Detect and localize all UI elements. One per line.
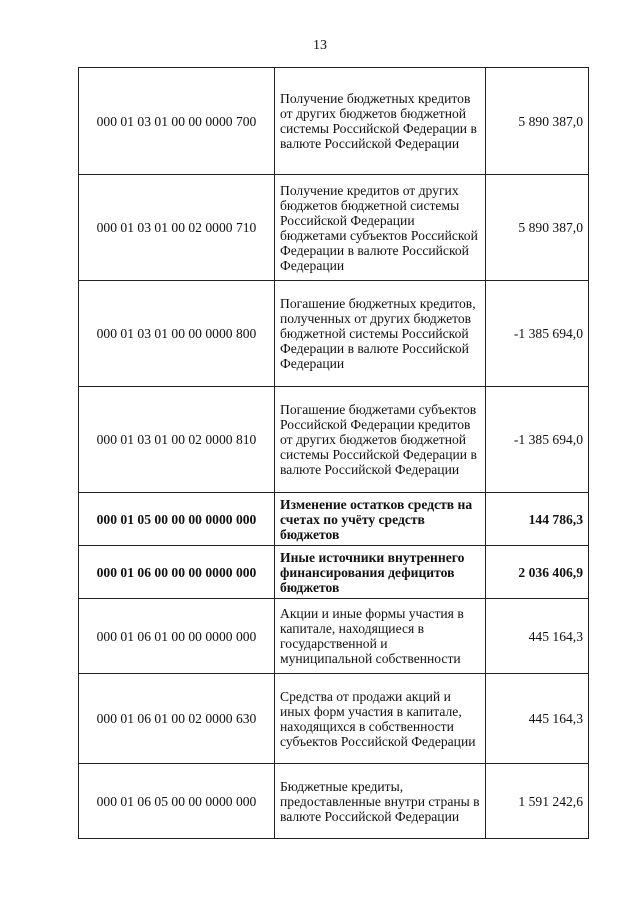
amount: 5 890 387,0 [486, 175, 589, 281]
amount: 445 164,3 [486, 599, 589, 674]
source-name: Погашение бюджетами субъектов Российской Федерации кредитов от других бюджетов бюджетной системы Российской Федерации в валюте Российской Федерации [275, 387, 486, 493]
amount: 2 036 406,9 [486, 546, 589, 599]
source-name: Акции и иные формы участия в капитале, находящиеся в государственной и муниципальной собственности [275, 599, 486, 674]
classification-code: 000 01 03 01 00 00 0000 700 [79, 68, 275, 175]
amount: 144 786,3 [486, 493, 589, 546]
amount: -1 385 694,0 [486, 387, 589, 493]
table-row [79, 387, 589, 493]
page-number: 13 [313, 38, 327, 53]
classification-code: 000 01 06 01 00 02 0000 630 [79, 674, 275, 764]
source-name: Иные источники внутреннего финансирования дефицитов бюджетов [275, 546, 486, 599]
table-row [79, 599, 589, 674]
budget-sources-table [78, 67, 589, 839]
source-name: Средства от продажи акций и иных форм участия в капитале, находящихся в собственности субъектов Российской Федерации [275, 674, 486, 764]
table-row [79, 764, 589, 839]
source-name: Получение бюджетных кредитов от других бюджетов бюджетной системы Российской Федерации в валюте Российской Федерации [275, 68, 486, 175]
amount: 5 890 387,0 [486, 68, 589, 175]
amount: -1 385 694,0 [486, 281, 589, 387]
table-row [79, 68, 589, 175]
table-row [79, 674, 589, 764]
classification-code: 000 01 06 00 00 00 0000 000 [79, 546, 275, 599]
amount: 1 591 242,6 [486, 764, 589, 839]
classification-code: 000 01 03 01 00 02 0000 710 [79, 175, 275, 281]
table-row [79, 546, 589, 599]
classification-code: 000 01 06 05 00 00 0000 000 [79, 764, 275, 839]
source-name: Бюджетные кредиты, предоставленные внутри страны в валюте Российской Федерации [275, 764, 486, 839]
table-row [79, 281, 589, 387]
classification-code: 000 01 03 01 00 02 0000 810 [79, 387, 275, 493]
source-name: Получение кредитов от других бюджетов бюджетной системы Российской Федерации бюджетами субъектов Российской Федерации в валюте Российской Федерации [275, 175, 486, 281]
table-row [79, 175, 589, 281]
classification-code: 000 01 06 01 00 00 0000 000 [79, 599, 275, 674]
source-name: Изменение остатков средств на счетах по учёту средств бюджетов [275, 493, 486, 546]
amount: 445 164,3 [486, 674, 589, 764]
table-row [79, 493, 589, 546]
source-name: Погашение бюджетных кредитов, полученных от других бюджетов бюджетной системы Российской Федерации в валюте Российской Федерации [275, 281, 486, 387]
classification-code: 000 01 05 00 00 00 0000 000 [79, 493, 275, 546]
classification-code: 000 01 03 01 00 00 0000 800 [79, 281, 275, 387]
